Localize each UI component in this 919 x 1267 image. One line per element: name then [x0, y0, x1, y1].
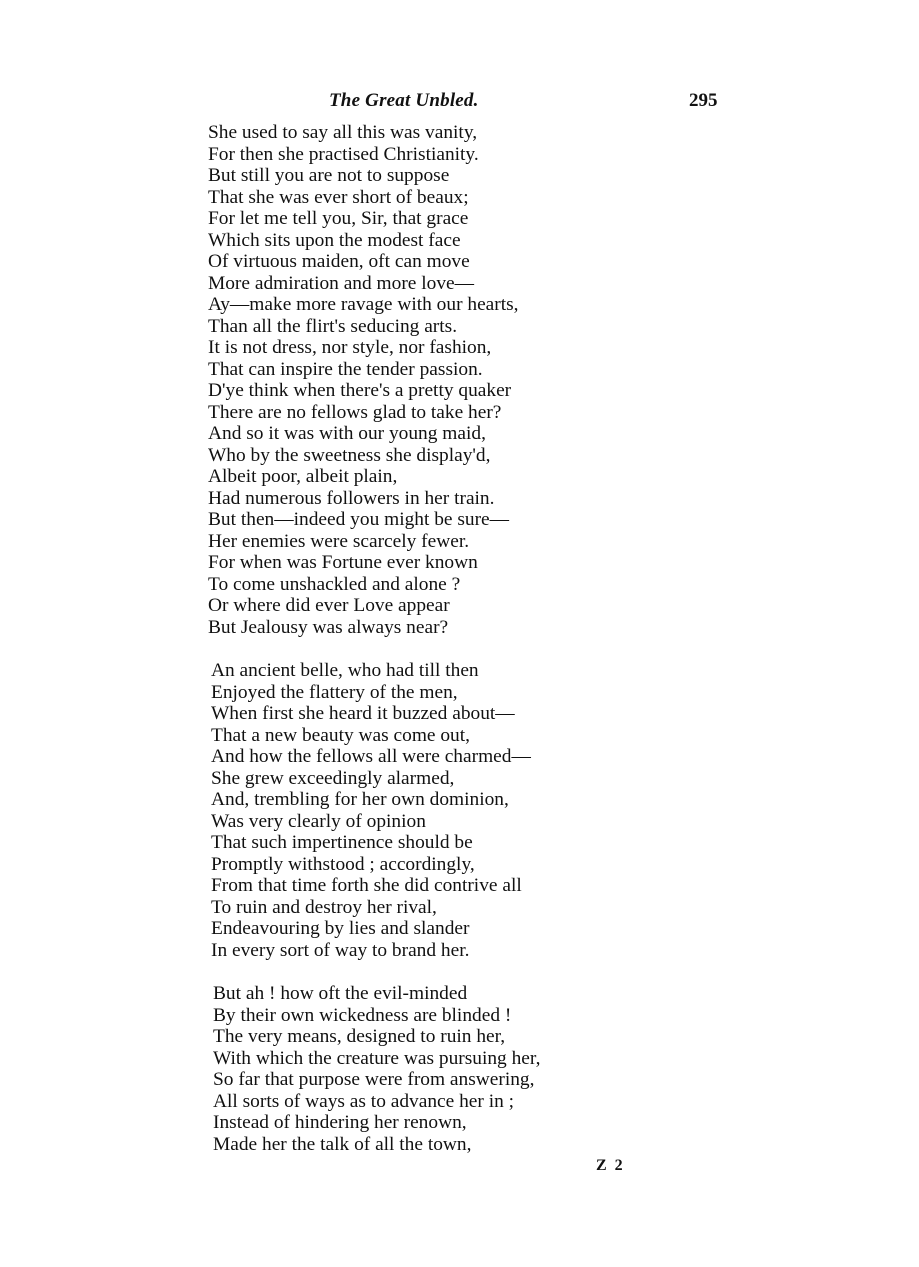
poem-line: But ah ! how oft the evil-minded	[213, 983, 468, 1004]
poem-line: For then she practised Christianity.	[208, 143, 479, 165]
poem-line: The very means, designed to ruin her,	[213, 1026, 506, 1047]
poem-line: Of virtuous maiden, oft can move	[208, 251, 470, 272]
poem-line: There are no fellows glad to take her?	[208, 401, 502, 423]
poem-line: Than all the flirt's seducing arts.	[208, 315, 458, 337]
poem-line: But then—indeed you might be sure—	[208, 509, 510, 530]
running-title: The Great Unbled.	[329, 90, 479, 111]
poem-line: Was very clearly of opinion	[211, 810, 426, 832]
poem-line: An ancient belle, who had till then	[211, 660, 479, 681]
poem-line: It is not dress, nor style, nor fashion,	[208, 337, 492, 358]
poem-line: For let me tell you, Sir, that grace	[208, 208, 469, 229]
poem-line: She grew exceedingly alarmed,	[211, 767, 455, 789]
poem-line: Ay—make more ravage with our hearts,	[208, 294, 519, 315]
poem-line: Made her the talk of all the town,	[213, 1133, 472, 1155]
stanza-2	[211, 660, 911, 961]
poem-line: All sorts of ways as to advance her in ;	[213, 1090, 515, 1112]
poem-line: That she was ever short of beaux;	[208, 186, 469, 208]
poem-line: Her enemies were scarcely fewer.	[208, 530, 470, 552]
poem-line: Albeit poor, albeit plain,	[208, 466, 398, 487]
poem-line: Or where did ever Love appear	[208, 595, 450, 616]
poem-line: And so it was with our young maid,	[208, 423, 486, 444]
poem-line: More admiration and more love—	[208, 272, 475, 294]
poem-line: For when was Fortune ever known	[208, 552, 478, 573]
poem-line: D'ye think when there's a pretty quaker	[208, 380, 512, 401]
poem-line: Who by the sweetness she display'd,	[208, 444, 491, 466]
poem-line: Which sits upon the modest face	[208, 229, 461, 251]
poem-line: To come unshackled and alone ?	[208, 573, 461, 595]
poem-line: And how the fellows all were charmed—	[211, 746, 531, 767]
poem-line: That a new beauty was come out,	[211, 724, 470, 746]
poem-line: Endeavouring by lies and slander	[211, 918, 470, 939]
poem-line: With which the creature was pursuing her,	[213, 1047, 541, 1069]
poem-line: She used to say all this was vanity,	[208, 122, 478, 143]
poem-line: But Jealousy was always near?	[208, 616, 449, 638]
stanza-3	[213, 983, 913, 1155]
stanza-1	[208, 122, 908, 638]
poem-line: Promptly withstood ; accordingly,	[211, 853, 475, 875]
poem-line: And, trembling for her own dominion,	[211, 789, 509, 810]
poem-line: In every sort of way to brand her.	[211, 939, 470, 961]
poem-line: From that time forth she did contrive all	[211, 875, 522, 896]
poem-line: So far that purpose were from answering,	[213, 1069, 535, 1090]
poem-line: Instead of hindering her renown,	[213, 1112, 467, 1133]
poem-line: To ruin and destroy her rival,	[211, 896, 437, 918]
poem-line: When first she heard it buzzed about—	[211, 703, 515, 724]
poem-line: By their own wickedness are blinded !	[213, 1004, 512, 1026]
poem-line: But still you are not to suppose	[208, 165, 450, 186]
signature-mark: Z 2	[596, 1157, 625, 1174]
poem-line: Enjoyed the flattery of the men,	[211, 681, 458, 703]
page-number: 295	[689, 90, 718, 111]
poem-line: Had numerous followers in her train.	[208, 487, 495, 509]
running-head	[0, 90, 919, 114]
poem-line: That can inspire the tender passion.	[208, 358, 483, 380]
poem-line: That such impertinence should be	[211, 832, 473, 853]
